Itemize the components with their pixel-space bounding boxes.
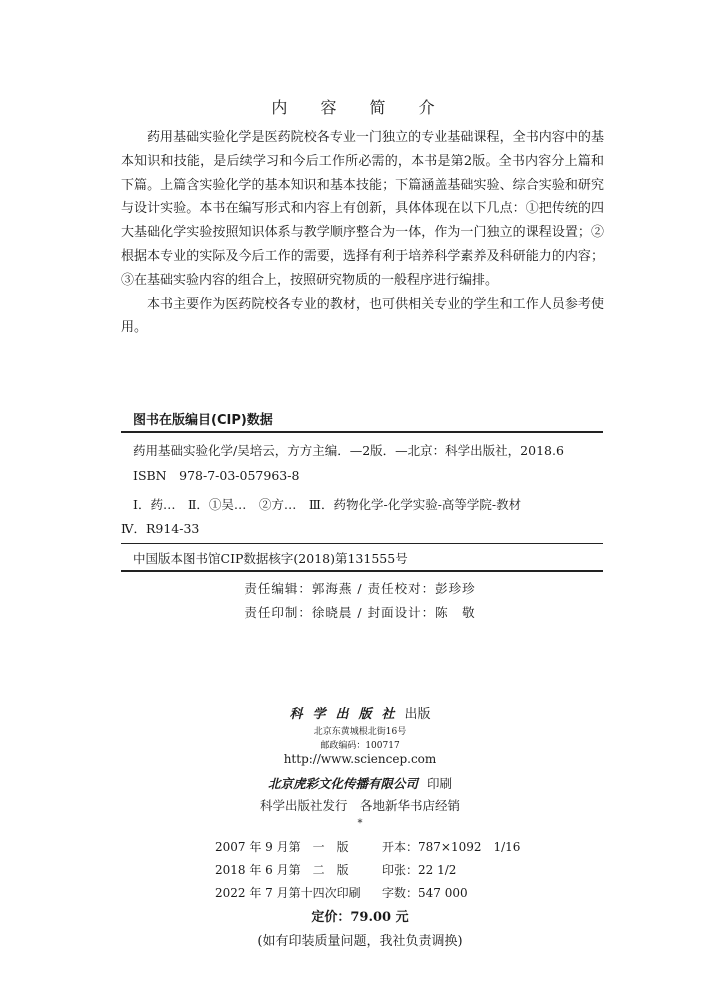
edition-spec: 印张：22 1/2	[382, 863, 457, 877]
edition-date: 2007 年 9 月第 一 版	[215, 840, 349, 854]
credits-editors: 责任编辑：郭海燕 / 责任校对：彭珍珍	[244, 581, 476, 596]
cip-class-number: Ⅳ．R914-33	[121, 521, 200, 536]
credits-production: 责任印制：徐晓晨 / 封面设计：陈 敬	[244, 605, 476, 620]
cip-top-rule	[121, 431, 603, 433]
publisher-name-logo: 科学出	[289, 707, 359, 722]
publisher-line	[0, 703, 720, 722]
cip-record: 药用基础实验化学/吴培云，方方主编．—2版．—北京：科学出版社，2018.6	[133, 443, 564, 458]
publisher-name-logo-2: 版社	[358, 707, 405, 722]
publisher-postcode: 邮政编码：100717	[320, 741, 400, 751]
edition-row-2	[215, 861, 456, 878]
summary-paragraph-2: 本书主要作为医药院校各专业的教材，也可供相关专业的学生和工作人员参考使用。	[121, 296, 604, 336]
cip-bottom-rule	[121, 570, 603, 572]
edition-row-3	[215, 884, 468, 901]
cip-heading: 图书在版编目(CIP)数据	[133, 413, 273, 428]
publisher-suffix: 出版	[404, 707, 431, 722]
publisher-address: 北京东黄城根北街16号	[313, 727, 407, 737]
cip-mid-rule	[121, 543, 603, 544]
edition-spec: 字数：547 000	[382, 886, 468, 900]
separator-star: *	[357, 818, 363, 829]
price: 定价：79.00 元	[311, 910, 409, 925]
quality-notice: (如有印装质量问题，我社负责调换)	[257, 934, 463, 949]
cip-data-number: 中国版本图书馆CIP数据核字(2018)第131555号	[133, 551, 408, 566]
edition-date: 2018 年 6 月第 二 版	[215, 863, 349, 877]
cip-isbn: ISBN 978-7-03-057963-8	[133, 468, 300, 483]
distribution: 科学出版社发行 各地新华书店经销	[259, 798, 460, 813]
printer-name: 北京虎彩文化传播有限公司	[267, 776, 418, 791]
summary-body	[121, 126, 604, 340]
publisher-url: http://www.sciencep.com	[283, 752, 437, 766]
edition-date: 2022 年 7 月第十四次印刷	[215, 886, 361, 900]
summary-title: 内 容 简 介	[271, 98, 449, 117]
printer-suffix: 印刷	[427, 776, 453, 791]
edition-spec: 开本：787×1092 1/16	[382, 840, 521, 854]
summary-paragraph-1: 药用基础实验化学是医药院校各专业一门独立的专业基础课程，全书内容中的基本知识和技能，是后续学习和今后工作所必需的，本书是第2版。全书内容分上篇和下篇。上篇含实验化学的基本知识和基本技能；下篇涵盖基础实验、综合实验和研究与设计实验。本书在编写形式和内容上有创新，具体体现在以下几点：①把传统的四大基础化学实验按照知识体系与教学顺序整合为一体，作为一门独立的课程设置；②根据本专业的实际及今后工作的需要，选择有利于培养科学素养及科研能力的内容；③在基础实验内容的组合上，按照研究物质的一般程序进行编排。	[121, 130, 604, 288]
printer-line	[0, 773, 720, 792]
edition-row-1	[215, 838, 520, 855]
cip-subjects: Ⅰ．药… Ⅱ．①吴… ②方… Ⅲ．药物化学-化学实验-高等学院-教材	[133, 497, 522, 512]
